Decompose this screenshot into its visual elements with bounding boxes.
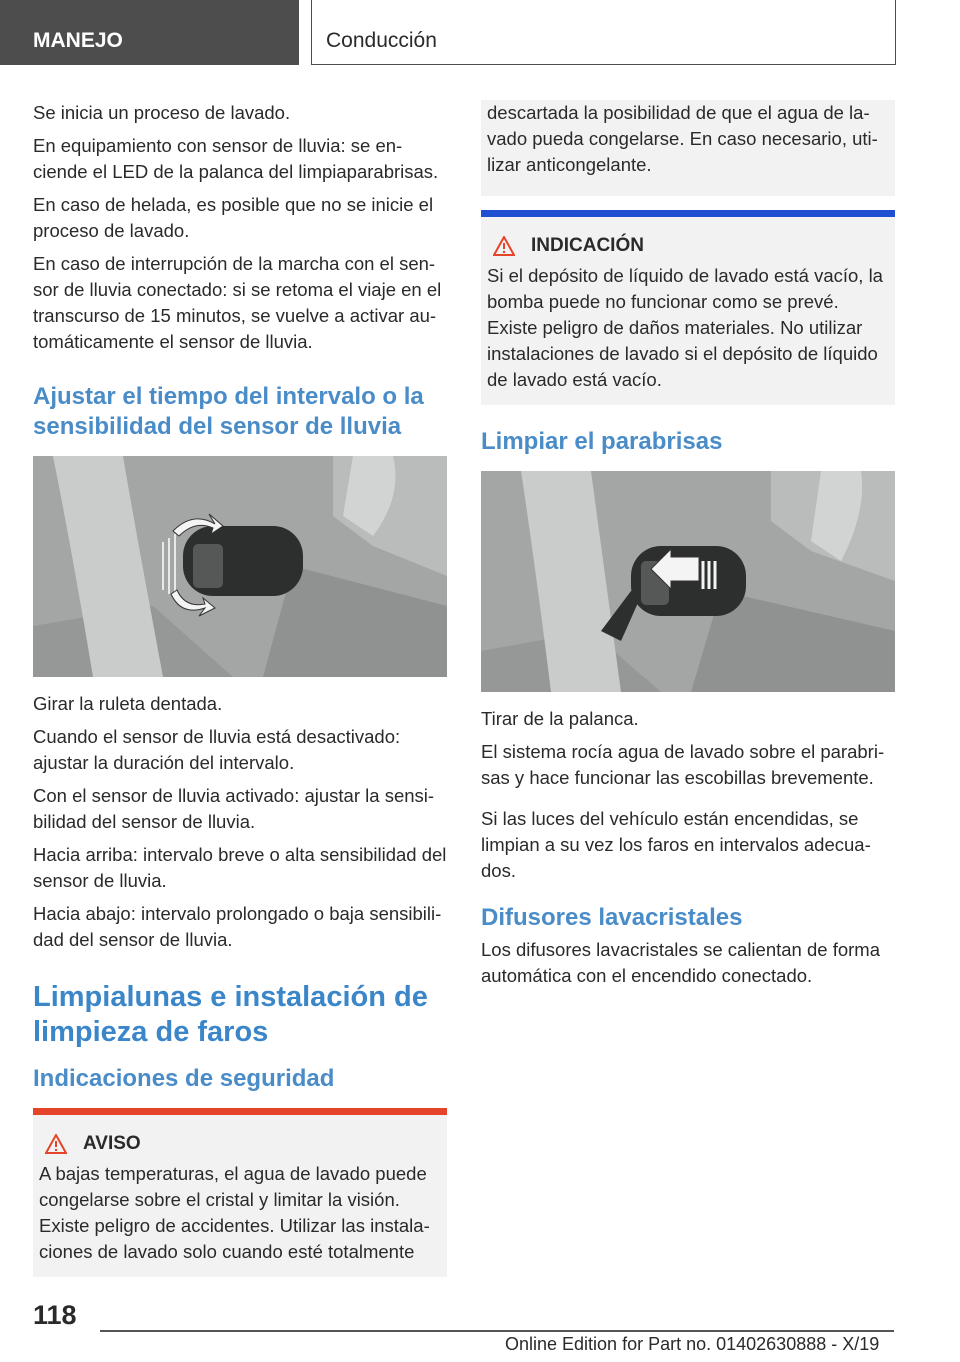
instruction-paragraph: Cuando el sensor de lluvia está desactivado: ajustar la duración del intervalo. — [33, 726, 401, 773]
instruction-paragraph: Hacia arriba: intervalo breve o alta sensibilidad del sensor de lluvia. — [33, 844, 447, 891]
warning-text-continued: descartada la posibilidad de que el agua de la-vado pueda congelarse. En caso necesario, uti-lizar anticongelante. — [487, 102, 878, 175]
instruction-paragraph: Tirar de la palanca. — [481, 708, 639, 729]
warning-triangle-icon — [45, 1134, 67, 1154]
wiper-wheel-illustration — [33, 456, 447, 677]
instruction-paragraph: Hacia abajo: intervalo prolongado o baja sensibili-dad del sensor de lluvia. — [33, 903, 442, 950]
intro-paragraph: En equipamiento con sensor de lluvia: se en-ciende el LED de la palanca del limpiaparabrisas. — [33, 135, 439, 182]
heading-interval: Ajustar el tiempo del intervalo o la sensibilidad del sensor de lluvia — [33, 383, 424, 440]
chapter-title: Conducción — [311, 0, 896, 65]
instruction-paragraph: Con el sensor de lluvia activado: ajustar la sensi-bilidad del sensor de lluvia. — [33, 785, 435, 832]
left-column — [33, 100, 447, 1277]
footer-divider — [100, 1330, 894, 1332]
intro-paragraph: En caso de interrupción de la marcha con el sen-sor de lluvia conectado: si se retoma el viaje en el transcurso de 15 minutos, se vuelve a activar au-tomáticamente el sensor de lluvia. — [33, 253, 442, 352]
heading-safety: Indicaciones de seguridad — [33, 1065, 335, 1092]
wiper-lever-illustration — [481, 471, 895, 692]
notice-header — [487, 229, 889, 263]
intro-paragraph: Se inicia un proceso de lavado. — [33, 102, 291, 123]
warning-title: AVISO — [83, 1133, 141, 1154]
headlights-paragraph: Si las luces del vehículo están encendidas, se limpian a su vez los faros en intervalos adecua-dos. — [481, 808, 871, 881]
warning-triangle-icon — [493, 236, 515, 256]
warning-box-continued — [481, 100, 895, 196]
figure-wiper-lever — [481, 471, 895, 692]
section-tab: MANEJO — [0, 0, 299, 65]
notice-title: INDICACIÓN — [531, 235, 644, 256]
right-column — [481, 100, 895, 996]
instruction-paragraph: El sistema rocía agua de lavado sobre el parabri-sas y hace funcionar las escobillas brevemente. — [481, 741, 885, 788]
notice-text: Si el depósito de líquido de lavado está vacío, la bomba puede no funcionar como se prevé. Existe peligro de daños materiales. No utilizar instalaciones de lavado si el depósito de líquido de lavado está vacío. — [487, 265, 883, 390]
intro-paragraph: En caso de helada, es posible que no se inicie el proceso de lavado. — [33, 194, 434, 241]
figure-wiper-wheel — [33, 456, 447, 677]
page-number: 118 — [33, 1300, 77, 1330]
footer-edition: Online Edition for Part no. 01402630888 - X/19 — [505, 1334, 880, 1354]
warning-header — [39, 1127, 441, 1161]
notice-box — [481, 210, 895, 405]
nozzles-paragraph: Los difusores lavacristales se calientan de forma automática con el encendido conectado. — [481, 939, 880, 986]
heading-nozzles: Difusores lavacristales — [481, 904, 743, 931]
heading-clean: Limpiar el parabrisas — [481, 428, 723, 455]
warning-text: A bajas temperaturas, el agua de lavado puede congelarse sobre el cristal y limitar la visión. Existe peligro de accidentes. Utilizar las instala-ciones de lavado solo cuando esté totalmente — [39, 1163, 430, 1262]
warning-box — [33, 1108, 447, 1277]
heading-main: Limpialunas e instalación de limpieza de faros — [33, 981, 428, 1048]
instruction-paragraph: Girar la ruleta dentada. — [33, 693, 223, 714]
